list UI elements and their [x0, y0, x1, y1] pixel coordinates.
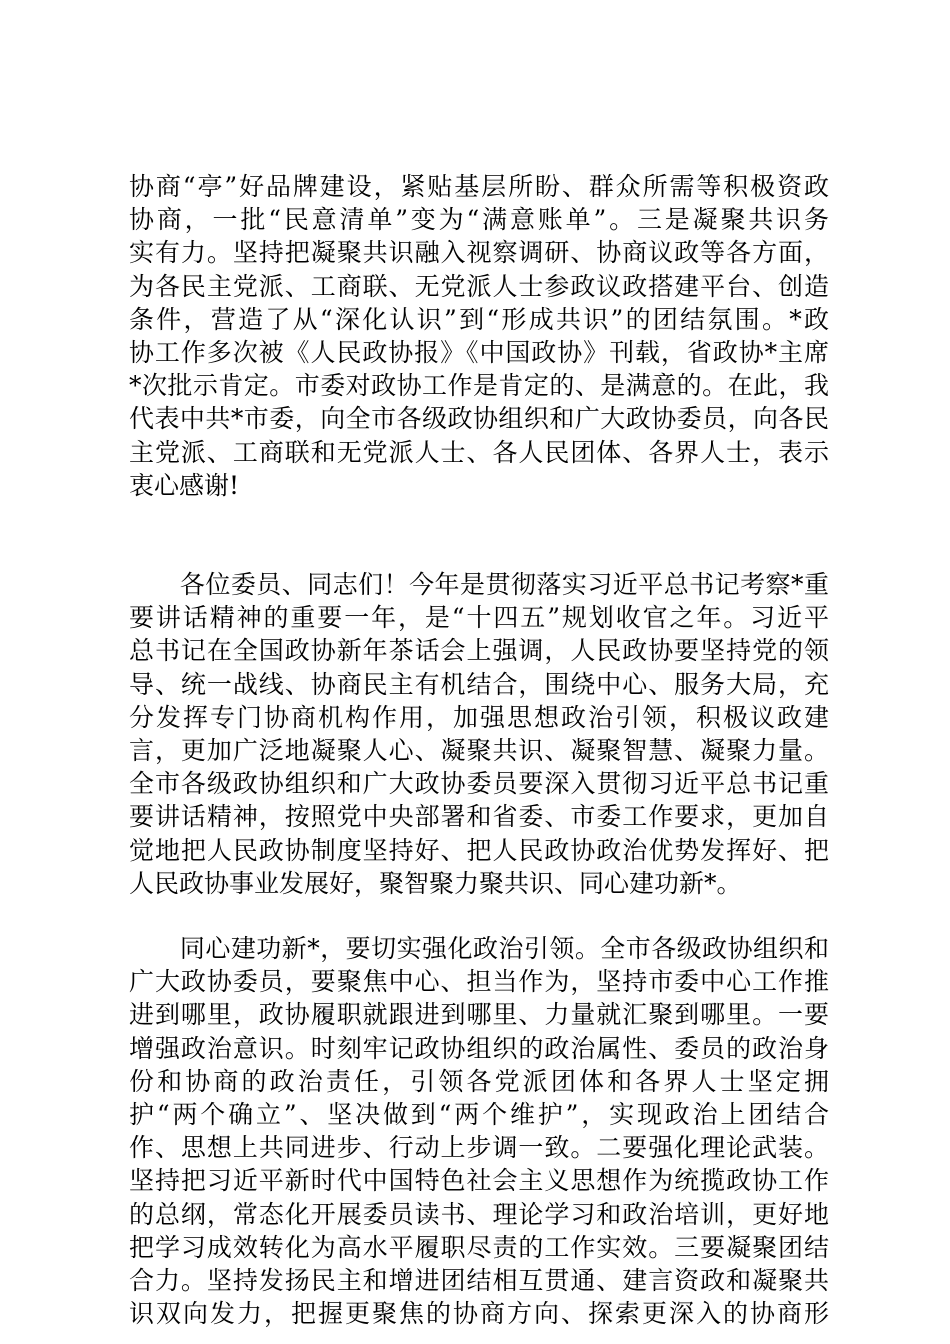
- text-line: 增强政治意识。时刻牢记政协组织的政治属性、委员的政治身: [129, 1033, 829, 1063]
- text-line: 要讲话精神的重要一年，是“十四五”规划收官之年。习近平: [129, 603, 829, 633]
- text-line: *次批示肯定。市委对政协工作是肯定的、是满意的。在此，我: [129, 371, 829, 401]
- text-line: 把学习成效转化为高水平履职尽责的工作实效。三要凝聚团结: [129, 1232, 829, 1262]
- text-line: 主党派、工商联和无党派人士、各人民团体、各界人士，表示: [129, 437, 829, 467]
- text-line: 全市各级政协组织和广大政协委员要深入贯彻习近平总书记重: [129, 769, 829, 799]
- text-line: 言，更加广泛地凝聚人心、凝聚共识、凝聚智慧、凝聚力量。: [129, 735, 829, 765]
- text-line: 进到哪里，政协履职就跟进到哪里、力量就汇聚到哪里。一要: [129, 1000, 829, 1030]
- text-line: 同心建功新*，要切实强化政治引领。全市各级政协组织和: [129, 934, 829, 963]
- text-line: 人民政协事业发展好，聚智聚力聚共识、同心建功新*。: [129, 868, 742, 898]
- paragraph-1: [129, 170, 829, 502]
- text-line: 衷心感谢!: [129, 470, 240, 500]
- text-line: 作、思想上共同进步、行动上步调一致。二要强化理论武装。: [129, 1133, 829, 1163]
- paragraph-3: [129, 932, 829, 1330]
- text-line: 坚持把习近平新时代中国特色社会主义思想作为统揽政协工作: [129, 1166, 829, 1196]
- text-line: 协工作多次被《人民政协报》《中国政协》刊载，省政协*主席: [129, 337, 829, 367]
- text-line: 合力。坚持发扬民主和增进团结相互贯通、建言资政和凝聚共: [129, 1265, 829, 1295]
- text-line: 各位委员、同志们！今年是贯彻落实习近平总书记考察*重: [129, 570, 829, 599]
- text-line: 识双向发力，把握更聚焦的协商方向、探索更深入的协商形: [129, 1299, 829, 1329]
- text-line: 实有力。坚持把凝聚共识融入视察调研、协商议政等各方面，: [129, 238, 829, 268]
- text-line: 觉地把人民政协制度坚持好、把人民政协政治优势发挥好、把: [129, 835, 829, 865]
- text-line: 要讲话精神，按照党中央部署和省委、市委工作要求，更加自: [129, 802, 829, 832]
- text-line: 条件，营造了从“深化认识”到“形成共识”的团结氛围。*政: [129, 304, 829, 334]
- text-line: 总书记在全国政协新年茶话会上强调，人民政协要坚持党的领: [129, 636, 829, 666]
- text-line: 份和协商的政治责任，引领各党派团体和各界人士坚定拥: [129, 1066, 829, 1096]
- text-line: 协商“亭”好品牌建设，紧贴基层所盼、群众所需等积极资政: [129, 172, 829, 201]
- text-line: 广大政协委员，要聚焦中心、担当作为，坚持市委中心工作推: [129, 967, 829, 997]
- paragraph-2: [129, 568, 829, 900]
- text-line: 协商，一批“民意清单”变为“满意账单”。三是凝聚共识务: [129, 205, 829, 235]
- text-line: 的总纲，常态化开展委员读书、理论学习和政治培训，更好地: [129, 1199, 829, 1229]
- text-line: 护“两个确立”、坚决做到“两个维护”，实现政治上团结合: [129, 1099, 829, 1129]
- text-line: 导、统一战线、协商民主有机结合，围绕中心、服务大局，充: [129, 669, 829, 699]
- text-line: 分发挥专门协商机构作用，加强思想政治引领，积极议政建: [129, 702, 829, 732]
- text-line: 代表中共*市委，向全市各级政协组织和广大政协委员，向各民: [129, 404, 829, 434]
- text-line: 为各民主党派、工商联、无党派人士参政议政搭建平台、创造: [129, 271, 829, 301]
